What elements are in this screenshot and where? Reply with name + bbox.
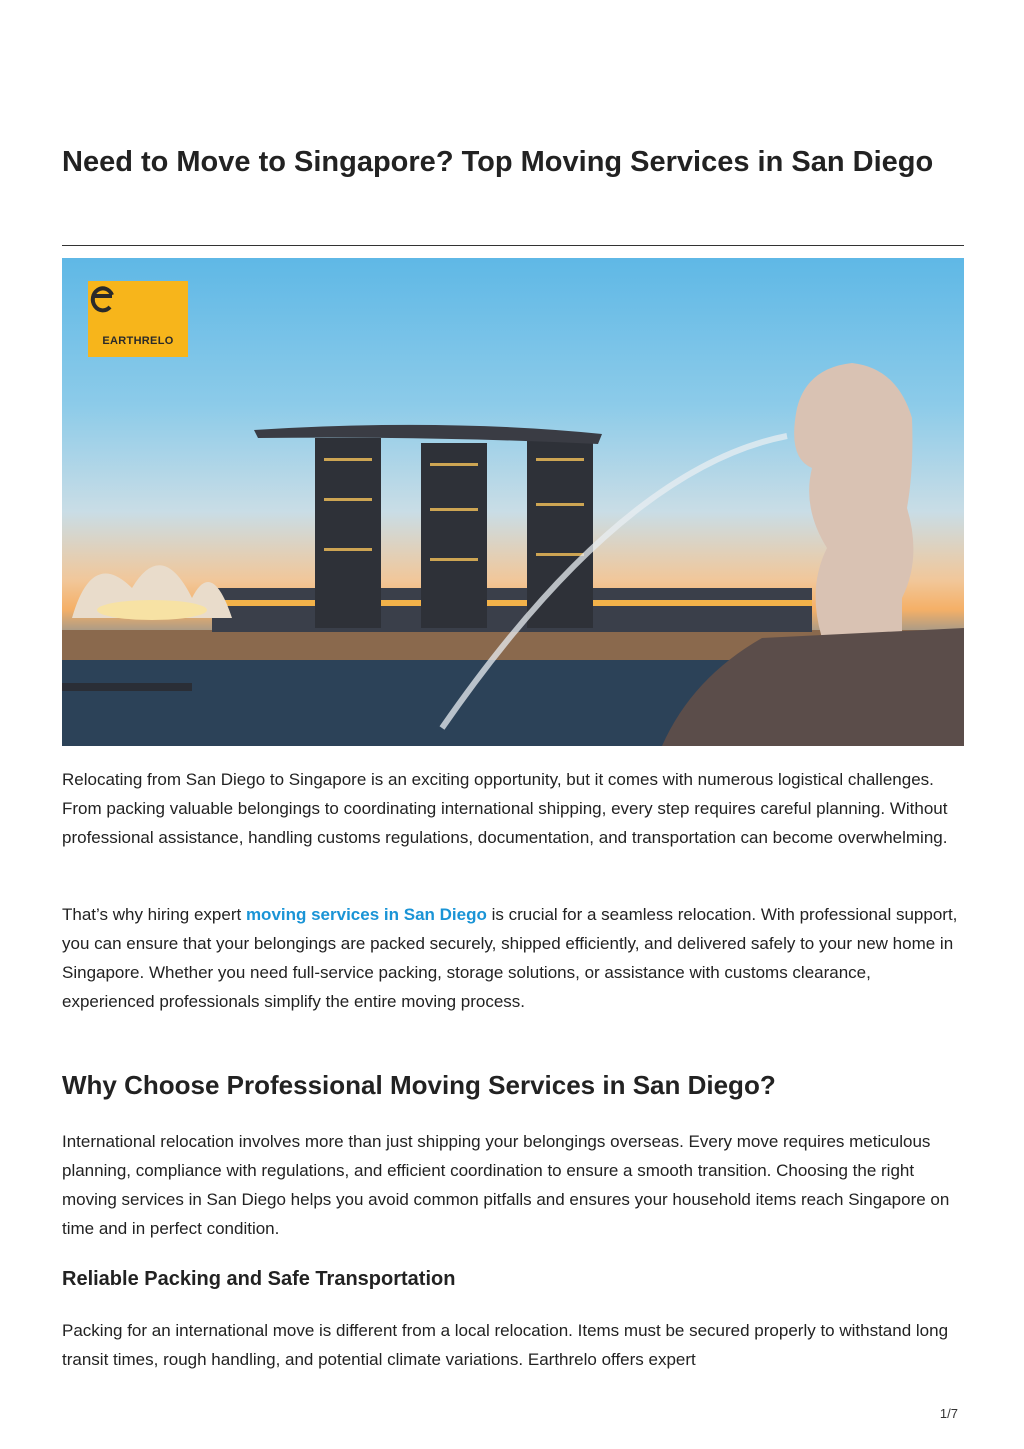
moving-services-link[interactable]: moving services in San Diego xyxy=(245,905,487,924)
singapore-skyline-illustration xyxy=(62,258,964,746)
page-number: 1/7 xyxy=(939,1406,958,1421)
second-paragraph xyxy=(62,900,964,1016)
earthrelo-e-icon xyxy=(88,281,116,315)
article-title: Need to Move to Singapore? Top Moving Services in San Diego xyxy=(62,146,934,178)
paragraph-text-after-link: is crucial for a seamless relocation. With professional support, you can ensure that your belongings are packed securely, shipped efficiently, and delivered safely to your new home in Singapore. Whether you need full-service packing, storage solutions, or assistance with customs clearance, experienced professionals simplify the entire moving process. xyxy=(62,905,958,1011)
hero-image xyxy=(62,258,964,746)
subsection-paragraph: Packing for an international move is different from a local relocation. Items must be secured properly to withstand long transit times, rough handling, and potential climate variations. Earthrelo offers expert xyxy=(62,1321,949,1369)
section-heading: Why Choose Professional Moving Services in San Diego? xyxy=(62,1070,776,1100)
subsection-heading: Reliable Packing and Safe Transportation xyxy=(62,1268,456,1290)
logo-text: EARTHRELO xyxy=(102,335,174,347)
paragraph-text-before-link: That’s why hiring expert xyxy=(62,905,246,924)
earthrelo-logo xyxy=(88,281,188,357)
intro-paragraph: Relocating from San Diego to Singapore is an exciting opportunity, but it comes with numerous logistical challenges. From packing valuable belongings to coordinating international shipping, every step requires careful planning. Without professional assistance, handling customs regulations, documentation, and transportation can become overwhelming. xyxy=(62,770,948,847)
section-paragraph: International relocation involves more than just shipping your belongings overseas. Every move requires meticulous planning, compliance with regulations, and efficient coordination to ensure a smooth transition. Choosing the right moving services in San Diego helps you avoid common pitfalls and ensures your household items reach Singapore on time and in perfect condition. xyxy=(62,1132,950,1238)
title-divider xyxy=(62,245,964,246)
